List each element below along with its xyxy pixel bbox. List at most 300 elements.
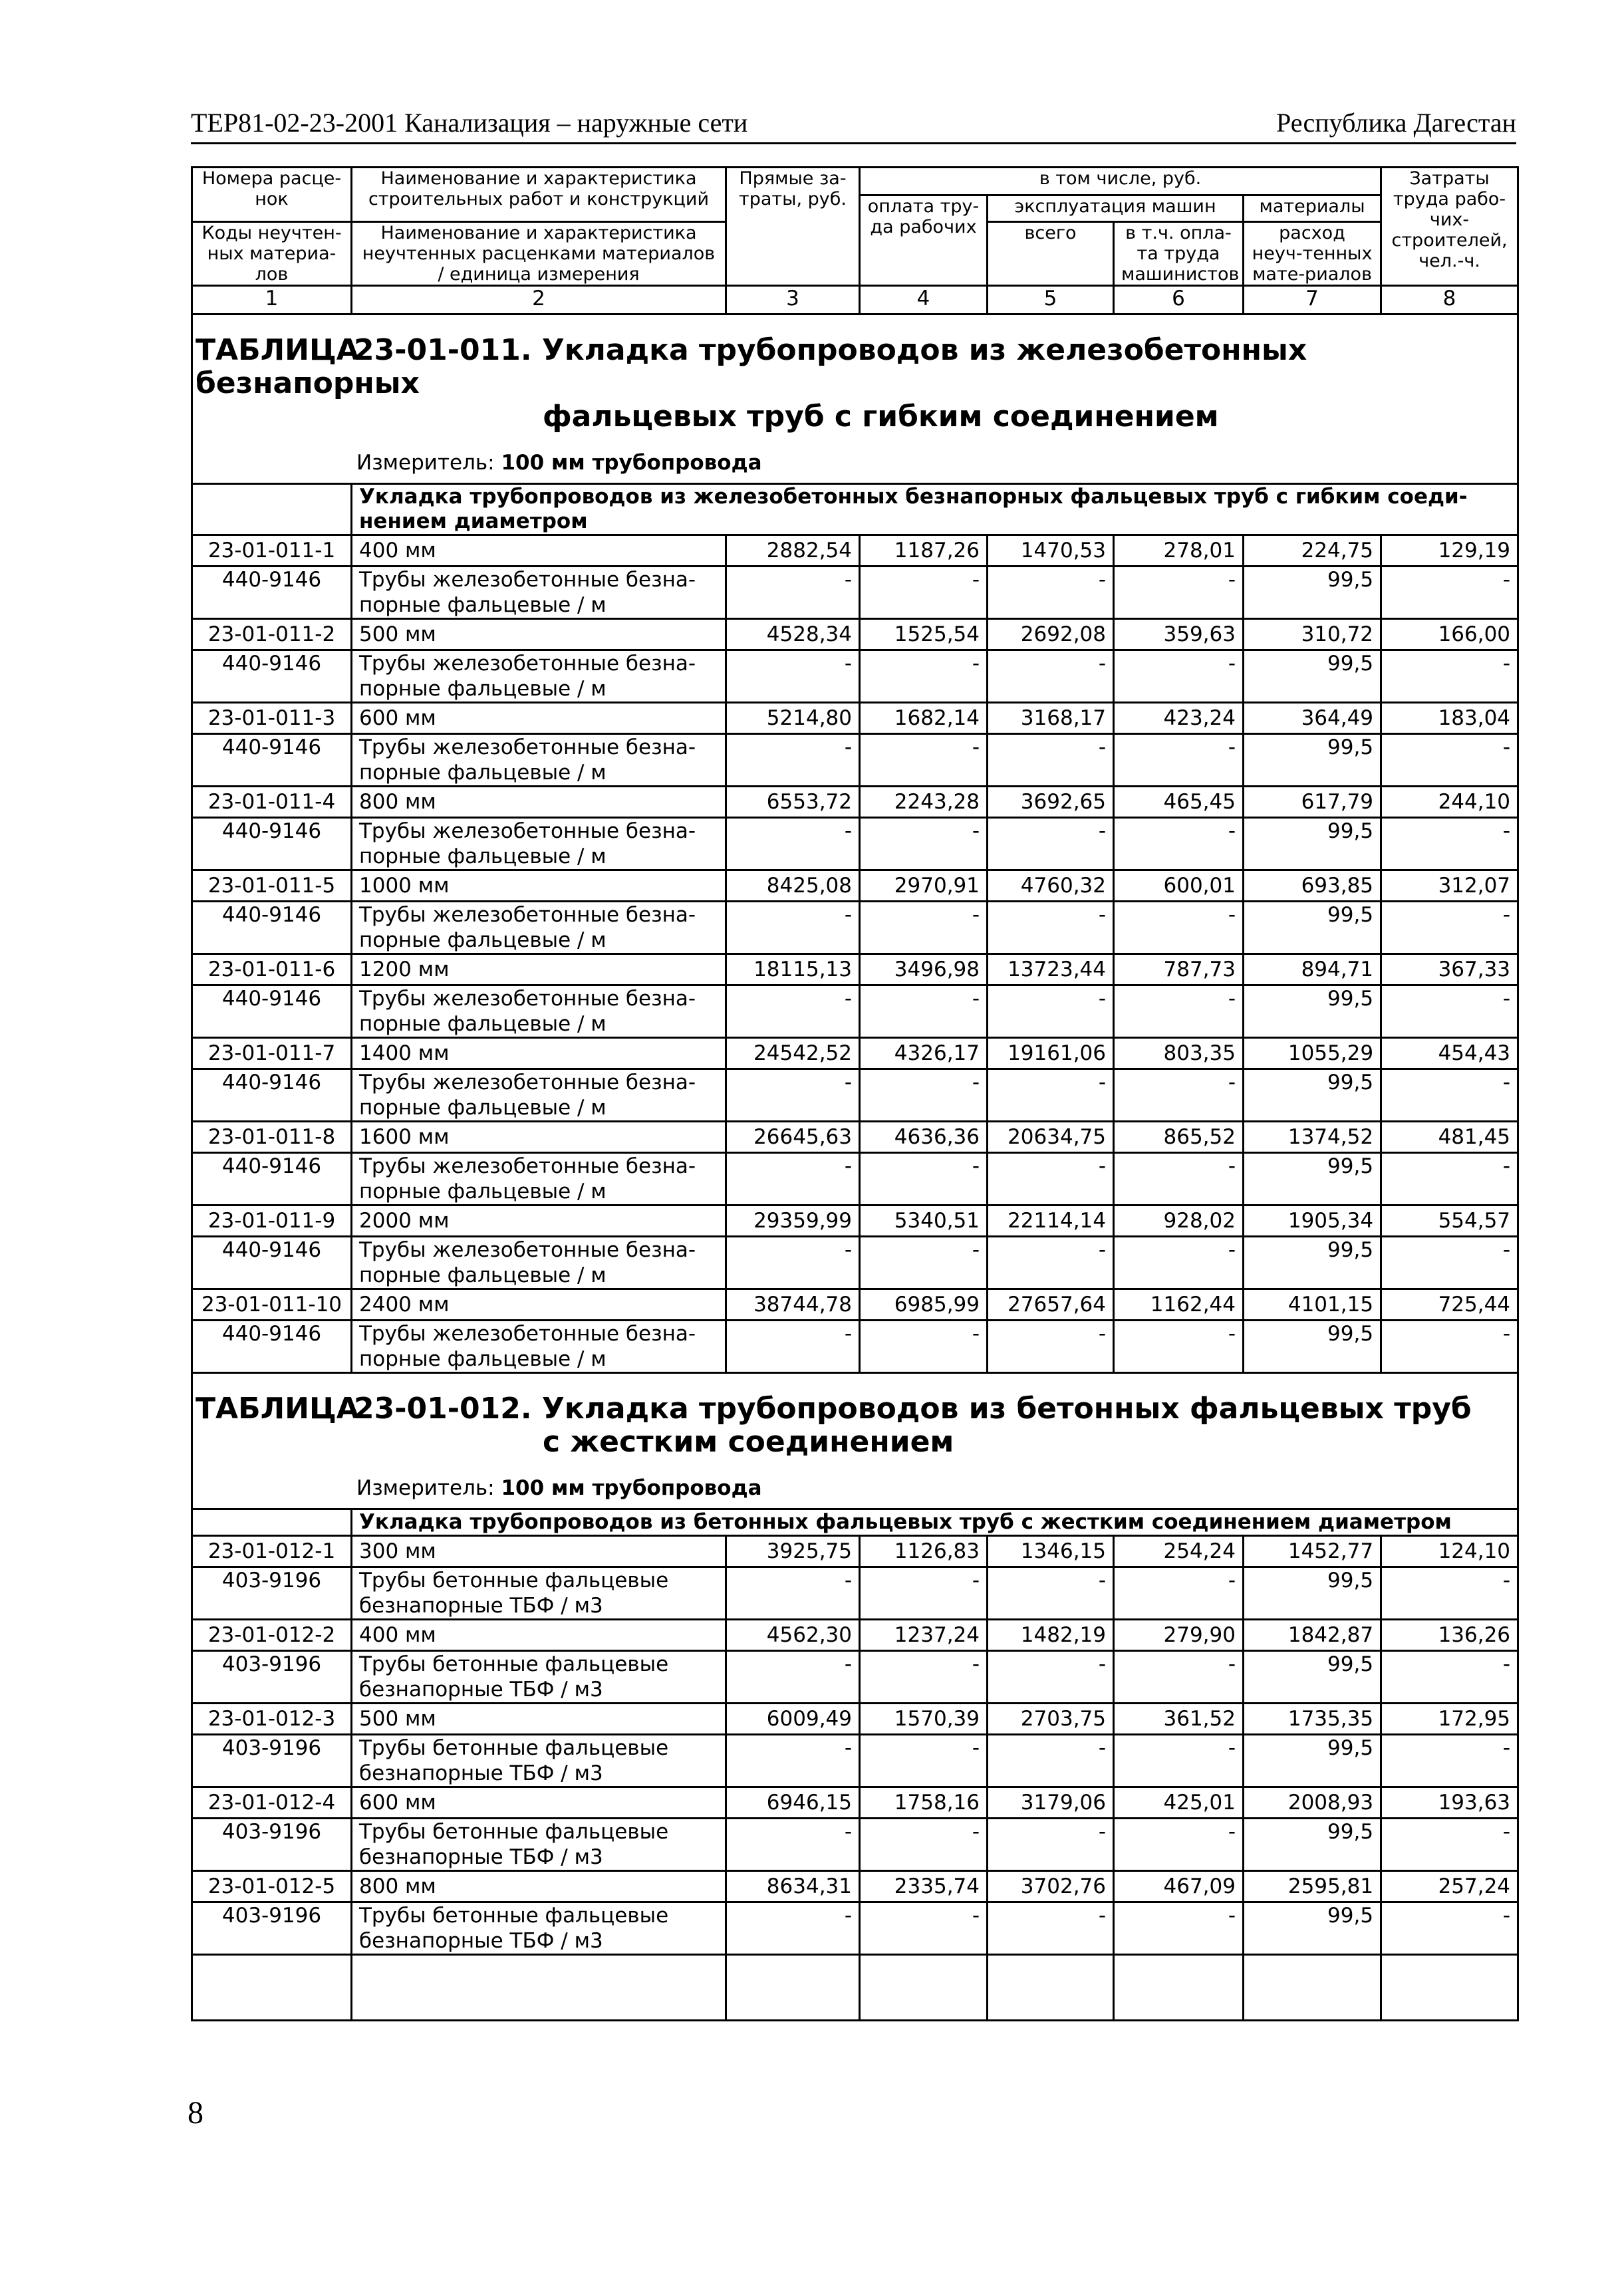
- empty-cell: [1114, 1955, 1244, 2021]
- material-name: Трубы железобетонные безна-порные фальцевые / м: [352, 567, 726, 619]
- rate-row: [192, 703, 1518, 734]
- table-title-block: [192, 315, 1518, 484]
- material-machine: -: [988, 1321, 1114, 1373]
- col8-header: Затраты труда рабо-чих-строителей, чел.-ч.: [1381, 168, 1518, 286]
- material-row: [192, 734, 1518, 787]
- table-title-block: [192, 1373, 1518, 1509]
- rate-row: [192, 1787, 1518, 1819]
- material-machine: -: [988, 985, 1114, 1038]
- table-23-01-011: [192, 315, 1518, 1373]
- material-labor: -: [860, 1069, 988, 1122]
- rate-name: 1600 мм: [352, 1122, 726, 1153]
- material-consumption: 99,5: [1244, 567, 1381, 619]
- materials-cost: 1452,77: [1244, 1536, 1381, 1567]
- table-measure: [193, 1459, 1517, 1508]
- material-row: [192, 1069, 1518, 1122]
- rate-name: 500 мм: [352, 1704, 726, 1735]
- rate-code: 23-01-011-3: [192, 703, 352, 734]
- machine-cost: 20634,75: [988, 1122, 1114, 1153]
- material-machinist: -: [1114, 1902, 1244, 1955]
- col2-header-bottom: Наименование и характеристика неучтенных расценками материалов / единица измерения: [352, 222, 726, 286]
- machine-cost: 1470,53: [988, 535, 1114, 567]
- rates-table-frame: [191, 166, 1517, 2090]
- material-hours: -: [1381, 734, 1518, 787]
- material-labor: -: [860, 1902, 988, 1955]
- table-title-line2: фальцевых труб с гибким соединением: [543, 400, 1219, 434]
- material-direct: -: [726, 1651, 860, 1704]
- machines-header: эксплуатация машин: [988, 195, 1244, 222]
- rate-name: 1200 мм: [352, 954, 726, 985]
- material-labor: -: [860, 650, 988, 703]
- direct-cost: 5214,80: [726, 703, 860, 734]
- empty-cell: [988, 1955, 1114, 2021]
- col-number: 6: [1114, 286, 1244, 315]
- labor-cost: 4636,36: [860, 1122, 988, 1153]
- machinist-labor-cost: 278,01: [1114, 535, 1244, 567]
- rate-row: [192, 1536, 1518, 1567]
- material-code: 403-9196: [192, 1567, 352, 1620]
- material-code: 440-9146: [192, 985, 352, 1038]
- labor-cost: 5340,51: [860, 1206, 988, 1237]
- rate-code: 23-01-011-9: [192, 1206, 352, 1237]
- material-machinist: -: [1114, 1651, 1244, 1704]
- material-name: Трубы железобетонные безна-порные фальцевые / м: [352, 1321, 726, 1373]
- rate-row: [192, 1704, 1518, 1735]
- labor-cost: 3496,98: [860, 954, 988, 985]
- material-machinist: -: [1114, 1567, 1244, 1620]
- material-code: 440-9146: [192, 1321, 352, 1373]
- material-name: Трубы железобетонные безна-порные фальцевые / м: [352, 818, 726, 870]
- materials-cost: 617,79: [1244, 787, 1381, 818]
- col-number: 5: [988, 286, 1114, 315]
- material-labor: -: [860, 818, 988, 870]
- material-labor: -: [860, 1735, 988, 1787]
- col4-header: оплата тру-да рабочих: [860, 195, 988, 286]
- material-machine: -: [988, 1651, 1114, 1704]
- col-number: 2: [352, 286, 726, 315]
- labor-hours: 257,24: [1381, 1871, 1518, 1902]
- material-row: [192, 1735, 1518, 1787]
- material-consumption: 99,5: [1244, 1651, 1381, 1704]
- materials-cost: 1735,35: [1244, 1704, 1381, 1735]
- col2-header-top: Наименование и характеристика строительных работ и конструкций: [352, 168, 726, 222]
- table-title: [193, 1374, 1517, 1459]
- material-consumption: 99,5: [1244, 985, 1381, 1038]
- labor-cost: 1525,54: [860, 619, 988, 650]
- material-labor: -: [860, 1153, 988, 1206]
- rate-name: 1400 мм: [352, 1038, 726, 1069]
- material-hours: -: [1381, 1237, 1518, 1289]
- labor-cost: 6985,99: [860, 1289, 988, 1321]
- material-direct: -: [726, 985, 860, 1038]
- labor-cost: 2243,28: [860, 787, 988, 818]
- rate-code: 23-01-012-3: [192, 1704, 352, 1735]
- material-code: 440-9146: [192, 902, 352, 954]
- rate-row: [192, 1122, 1518, 1153]
- direct-cost: 6553,72: [726, 787, 860, 818]
- material-direct: -: [726, 818, 860, 870]
- material-name: Трубы железобетонные безна-порные фальцевые / м: [352, 1069, 726, 1122]
- material-machine: -: [988, 1567, 1114, 1620]
- material-name: Трубы бетонные фальцевые безнапорные ТБФ / м3: [352, 1651, 726, 1704]
- rate-name: 600 мм: [352, 1787, 726, 1819]
- direct-cost: 26645,63: [726, 1122, 860, 1153]
- material-direct: -: [726, 1069, 860, 1122]
- material-machinist: -: [1114, 985, 1244, 1038]
- table-title: [193, 315, 1517, 434]
- material-name: Трубы железобетонные безна-порные фальцевые / м: [352, 985, 726, 1038]
- rate-name: 500 мм: [352, 619, 726, 650]
- table-title-line2: с жестким соединением: [543, 1425, 954, 1459]
- material-machinist: -: [1114, 1735, 1244, 1787]
- incl-header: в том числе, руб.: [860, 168, 1381, 195]
- subtitle-spacer: [192, 484, 352, 535]
- material-code: 440-9146: [192, 1237, 352, 1289]
- rate-name: 400 мм: [352, 1620, 726, 1651]
- material-consumption: 99,5: [1244, 902, 1381, 954]
- material-consumption: 99,5: [1244, 1735, 1381, 1787]
- material-code: 440-9146: [192, 650, 352, 703]
- material-machinist: -: [1114, 1237, 1244, 1289]
- material-name: Трубы железобетонные безна-порные фальцевые / м: [352, 1153, 726, 1206]
- material-row: [192, 1567, 1518, 1620]
- labor-cost: 4326,17: [860, 1038, 988, 1069]
- labor-hours: 554,57: [1381, 1206, 1518, 1237]
- direct-cost: 24542,52: [726, 1038, 860, 1069]
- measure-value: 100 мм трубопровода: [501, 1476, 762, 1500]
- empty-cell: [1381, 1955, 1518, 2021]
- material-consumption: 99,5: [1244, 818, 1381, 870]
- rate-name: 600 мм: [352, 703, 726, 734]
- material-machinist: -: [1114, 734, 1244, 787]
- materials-cost: 1374,52: [1244, 1122, 1381, 1153]
- machine-cost: 1482,19: [988, 1620, 1114, 1651]
- material-code: 440-9146: [192, 567, 352, 619]
- labor-hours: 172,95: [1381, 1704, 1518, 1735]
- direct-cost: 8634,31: [726, 1871, 860, 1902]
- materials-cost: 224,75: [1244, 535, 1381, 567]
- material-labor: -: [860, 985, 988, 1038]
- material-code: 403-9196: [192, 1902, 352, 1955]
- material-row: [192, 1651, 1518, 1704]
- material-hours: -: [1381, 1321, 1518, 1373]
- machine-cost: 2692,08: [988, 619, 1114, 650]
- material-direct: -: [726, 902, 860, 954]
- col7-header: расход неуч-тенных мате-риалов: [1244, 222, 1381, 286]
- labor-hours: 193,63: [1381, 1787, 1518, 1819]
- col-number: 4: [860, 286, 988, 315]
- labor-hours: 183,04: [1381, 703, 1518, 734]
- material-direct: -: [726, 567, 860, 619]
- machinist-labor-cost: 423,24: [1114, 703, 1244, 734]
- rate-row: [192, 1871, 1518, 1902]
- direct-cost: 4562,30: [726, 1620, 860, 1651]
- material-hours: -: [1381, 985, 1518, 1038]
- material-machine: -: [988, 567, 1114, 619]
- running-header: [191, 105, 1516, 144]
- material-consumption: 99,5: [1244, 1819, 1381, 1871]
- rate-code: 23-01-012-5: [192, 1871, 352, 1902]
- material-name: Трубы железобетонные безна-порные фальцевые / м: [352, 1237, 726, 1289]
- machinist-labor-cost: 928,02: [1114, 1206, 1244, 1237]
- material-name: Трубы бетонные фальцевые безнапорные ТБФ / м3: [352, 1819, 726, 1871]
- col-number: 3: [726, 286, 860, 315]
- rate-row: [192, 619, 1518, 650]
- machine-cost: 3702,76: [988, 1871, 1114, 1902]
- machine-cost: 3179,06: [988, 1787, 1114, 1819]
- rate-code: 23-01-012-4: [192, 1787, 352, 1819]
- rate-code: 23-01-011-2: [192, 619, 352, 650]
- machine-cost: 3692,65: [988, 787, 1114, 818]
- machinist-labor-cost: 359,63: [1114, 619, 1244, 650]
- material-code: 440-9146: [192, 818, 352, 870]
- machinist-labor-cost: 865,52: [1114, 1122, 1244, 1153]
- material-code: 440-9146: [192, 1153, 352, 1206]
- labor-hours: 124,10: [1381, 1536, 1518, 1567]
- rate-row: [192, 1289, 1518, 1321]
- region-name: Республика Дагестан: [1276, 108, 1516, 138]
- material-hours: -: [1381, 1567, 1518, 1620]
- direct-cost: 38744,78: [726, 1289, 860, 1321]
- direct-cost: 3925,75: [726, 1536, 860, 1567]
- labor-cost: 1570,39: [860, 1704, 988, 1735]
- materials-cost: 1905,34: [1244, 1206, 1381, 1237]
- rate-row: [192, 954, 1518, 985]
- material-machine: -: [988, 1069, 1114, 1122]
- direct-cost: 6009,49: [726, 1704, 860, 1735]
- material-consumption: 99,5: [1244, 650, 1381, 703]
- material-machinist: -: [1114, 1069, 1244, 1122]
- material-labor: -: [860, 734, 988, 787]
- material-hours: -: [1381, 1153, 1518, 1206]
- material-machine: -: [988, 650, 1114, 703]
- machine-cost: 22114,14: [988, 1206, 1114, 1237]
- rate-name: 2400 мм: [352, 1289, 726, 1321]
- material-consumption: 99,5: [1244, 734, 1381, 787]
- rate-row: [192, 870, 1518, 902]
- machine-cost: 1346,15: [988, 1536, 1114, 1567]
- material-machinist: -: [1114, 1819, 1244, 1871]
- materials-cost: 4101,15: [1244, 1289, 1381, 1321]
- empty-cell: [726, 1955, 860, 2021]
- rates-table: [191, 166, 1519, 2021]
- labor-cost: 1126,83: [860, 1536, 988, 1567]
- table-label: ТАБЛИЦА: [196, 333, 359, 367]
- measure-label: Измеритель:: [356, 1476, 495, 1500]
- machine-cost: 27657,64: [988, 1289, 1114, 1321]
- materials-cost: 894,71: [1244, 954, 1381, 985]
- labor-hours: 312,07: [1381, 870, 1518, 902]
- col5-header: всего: [988, 222, 1114, 286]
- material-direct: -: [726, 650, 860, 703]
- table-label: ТАБЛИЦА: [196, 1392, 359, 1426]
- measure-label: Измеритель:: [356, 451, 495, 475]
- machinist-labor-cost: 361,52: [1114, 1704, 1244, 1735]
- empty-cell: [192, 1955, 352, 2021]
- materials-header: материалы: [1244, 195, 1381, 222]
- machinist-labor-cost: 425,01: [1114, 1787, 1244, 1819]
- rate-code: 23-01-011-8: [192, 1122, 352, 1153]
- material-machine: -: [988, 1819, 1114, 1871]
- rate-code: 23-01-011-6: [192, 954, 352, 985]
- material-code: 403-9196: [192, 1819, 352, 1871]
- rate-row: [192, 535, 1518, 567]
- col1-header-top: Номера расце-нок: [192, 168, 352, 222]
- material-labor: -: [860, 1651, 988, 1704]
- material-name: Трубы железобетонные безна-порные фальцевые / м: [352, 902, 726, 954]
- rate-code: 23-01-011-10: [192, 1289, 352, 1321]
- material-machine: -: [988, 1735, 1114, 1787]
- machinist-labor-cost: 465,45: [1114, 787, 1244, 818]
- material-direct: -: [726, 1567, 860, 1620]
- material-code: 403-9196: [192, 1651, 352, 1704]
- rate-code: 23-01-011-4: [192, 787, 352, 818]
- direct-cost: 2882,54: [726, 535, 860, 567]
- labor-hours: 725,44: [1381, 1289, 1518, 1321]
- rate-code: 23-01-011-7: [192, 1038, 352, 1069]
- material-consumption: 99,5: [1244, 1321, 1381, 1373]
- table-subtitle: Укладка трубопроводов из железобетонных безнапорных фальцевых труб с гибким соеди-нением диаметром: [352, 484, 1518, 535]
- col-number: 7: [1244, 286, 1381, 315]
- table-title-line1: 23-01-011. Укладка трубопроводов из железобетонных безнапорных: [196, 333, 1307, 400]
- material-row: [192, 1902, 1518, 1955]
- table-title-line1: 23-01-012. Укладка трубопроводов из бетонных фальцевых труб: [354, 1392, 1472, 1426]
- table-subtitle: Укладка трубопроводов из бетонных фальцевых труб с жестким соединением диаметром: [352, 1509, 1518, 1536]
- labor-hours: 367,33: [1381, 954, 1518, 985]
- material-row: [192, 985, 1518, 1038]
- machine-cost: 2703,75: [988, 1704, 1114, 1735]
- col1-header-bottom: Коды неучтен-ных материа-лов: [192, 222, 352, 286]
- material-machine: -: [988, 1902, 1114, 1955]
- materials-cost: 693,85: [1244, 870, 1381, 902]
- material-hours: -: [1381, 1902, 1518, 1955]
- material-machine: -: [988, 902, 1114, 954]
- material-direct: -: [726, 1902, 860, 1955]
- labor-hours: 136,26: [1381, 1620, 1518, 1651]
- col3-header: Прямые за-траты, руб.: [726, 168, 860, 286]
- materials-cost: 1055,29: [1244, 1038, 1381, 1069]
- material-labor: -: [860, 902, 988, 954]
- material-machinist: -: [1114, 650, 1244, 703]
- rate-name: 300 мм: [352, 1536, 726, 1567]
- material-consumption: 99,5: [1244, 1237, 1381, 1289]
- labor-cost: 1758,16: [860, 1787, 988, 1819]
- material-hours: -: [1381, 818, 1518, 870]
- machine-cost: 4760,32: [988, 870, 1114, 902]
- material-code: 440-9146: [192, 1069, 352, 1122]
- material-direct: -: [726, 1735, 860, 1787]
- rate-row: [192, 1038, 1518, 1069]
- material-name: Трубы железобетонные безна-порные фальцевые / м: [352, 650, 726, 703]
- empty-cell: [1244, 1955, 1381, 2021]
- measure-value: 100 мм трубопровода: [501, 451, 762, 475]
- machinist-labor-cost: 803,35: [1114, 1038, 1244, 1069]
- material-labor: -: [860, 1321, 988, 1373]
- material-name: Трубы бетонные фальцевые безнапорные ТБФ / м3: [352, 1902, 726, 1955]
- material-consumption: 99,5: [1244, 1567, 1381, 1620]
- material-machinist: -: [1114, 1153, 1244, 1206]
- rate-code: 23-01-011-1: [192, 535, 352, 567]
- col-number: 1: [192, 286, 352, 315]
- rate-name: 1000 мм: [352, 870, 726, 902]
- rate-code: 23-01-011-5: [192, 870, 352, 902]
- material-labor: -: [860, 1237, 988, 1289]
- material-machine: -: [988, 818, 1114, 870]
- materials-cost: 2595,81: [1244, 1871, 1381, 1902]
- material-direct: -: [726, 734, 860, 787]
- rate-row: [192, 1206, 1518, 1237]
- material-hours: -: [1381, 902, 1518, 954]
- direct-cost: 4528,34: [726, 619, 860, 650]
- machinist-labor-cost: 254,24: [1114, 1536, 1244, 1567]
- material-direct: -: [726, 1321, 860, 1373]
- material-machine: -: [988, 734, 1114, 787]
- col-number: 8: [1381, 286, 1518, 315]
- material-row: [192, 1153, 1518, 1206]
- machinist-labor-cost: 600,01: [1114, 870, 1244, 902]
- rate-row: [192, 1620, 1518, 1651]
- material-row: [192, 818, 1518, 870]
- materials-cost: 310,72: [1244, 619, 1381, 650]
- machinist-labor-cost: 467,09: [1114, 1871, 1244, 1902]
- machine-cost: 13723,44: [988, 954, 1114, 985]
- machine-cost: 3168,17: [988, 703, 1114, 734]
- labor-cost: 2335,74: [860, 1871, 988, 1902]
- material-direct: -: [726, 1819, 860, 1871]
- direct-cost: 29359,99: [726, 1206, 860, 1237]
- material-row: [192, 1321, 1518, 1373]
- labor-hours: 129,19: [1381, 535, 1518, 567]
- material-labor: -: [860, 1819, 988, 1871]
- material-row: [192, 567, 1518, 619]
- labor-hours: 481,45: [1381, 1122, 1518, 1153]
- material-hours: -: [1381, 1735, 1518, 1787]
- rate-row: [192, 787, 1518, 818]
- machinist-labor-cost: 787,73: [1114, 954, 1244, 985]
- material-hours: -: [1381, 1651, 1518, 1704]
- document-code: ТЕР81-02-23-2001 Канализация – наружные сети: [191, 108, 748, 138]
- machinist-labor-cost: 279,90: [1114, 1620, 1244, 1651]
- table-23-01-012: [192, 1373, 1518, 1955]
- machinist-labor-cost: 1162,44: [1114, 1289, 1244, 1321]
- material-machinist: -: [1114, 818, 1244, 870]
- material-row: [192, 650, 1518, 703]
- labor-cost: 1682,14: [860, 703, 988, 734]
- material-consumption: 99,5: [1244, 1902, 1381, 1955]
- material-consumption: 99,5: [1244, 1153, 1381, 1206]
- material-machinist: -: [1114, 567, 1244, 619]
- labor-cost: 2970,91: [860, 870, 988, 902]
- material-hours: -: [1381, 650, 1518, 703]
- rate-name: 400 мм: [352, 535, 726, 567]
- material-code: 403-9196: [192, 1735, 352, 1787]
- materials-cost: 2008,93: [1244, 1787, 1381, 1819]
- rate-name: 800 мм: [352, 1871, 726, 1902]
- subtitle-spacer: [192, 1509, 352, 1536]
- material-machine: -: [988, 1153, 1114, 1206]
- materials-cost: 364,49: [1244, 703, 1381, 734]
- material-hours: -: [1381, 1819, 1518, 1871]
- direct-cost: 6946,15: [726, 1787, 860, 1819]
- page-number: 8: [188, 2095, 203, 2130]
- material-machine: -: [988, 1237, 1114, 1289]
- labor-hours: 166,00: [1381, 619, 1518, 650]
- empty-cell: [352, 1955, 726, 2021]
- labor-hours: 454,43: [1381, 1038, 1518, 1069]
- material-name: Трубы бетонные фальцевые безнапорные ТБФ / м3: [352, 1735, 726, 1787]
- material-labor: -: [860, 567, 988, 619]
- material-name: Трубы бетонные фальцевые безнапорные ТБФ / м3: [352, 1567, 726, 1620]
